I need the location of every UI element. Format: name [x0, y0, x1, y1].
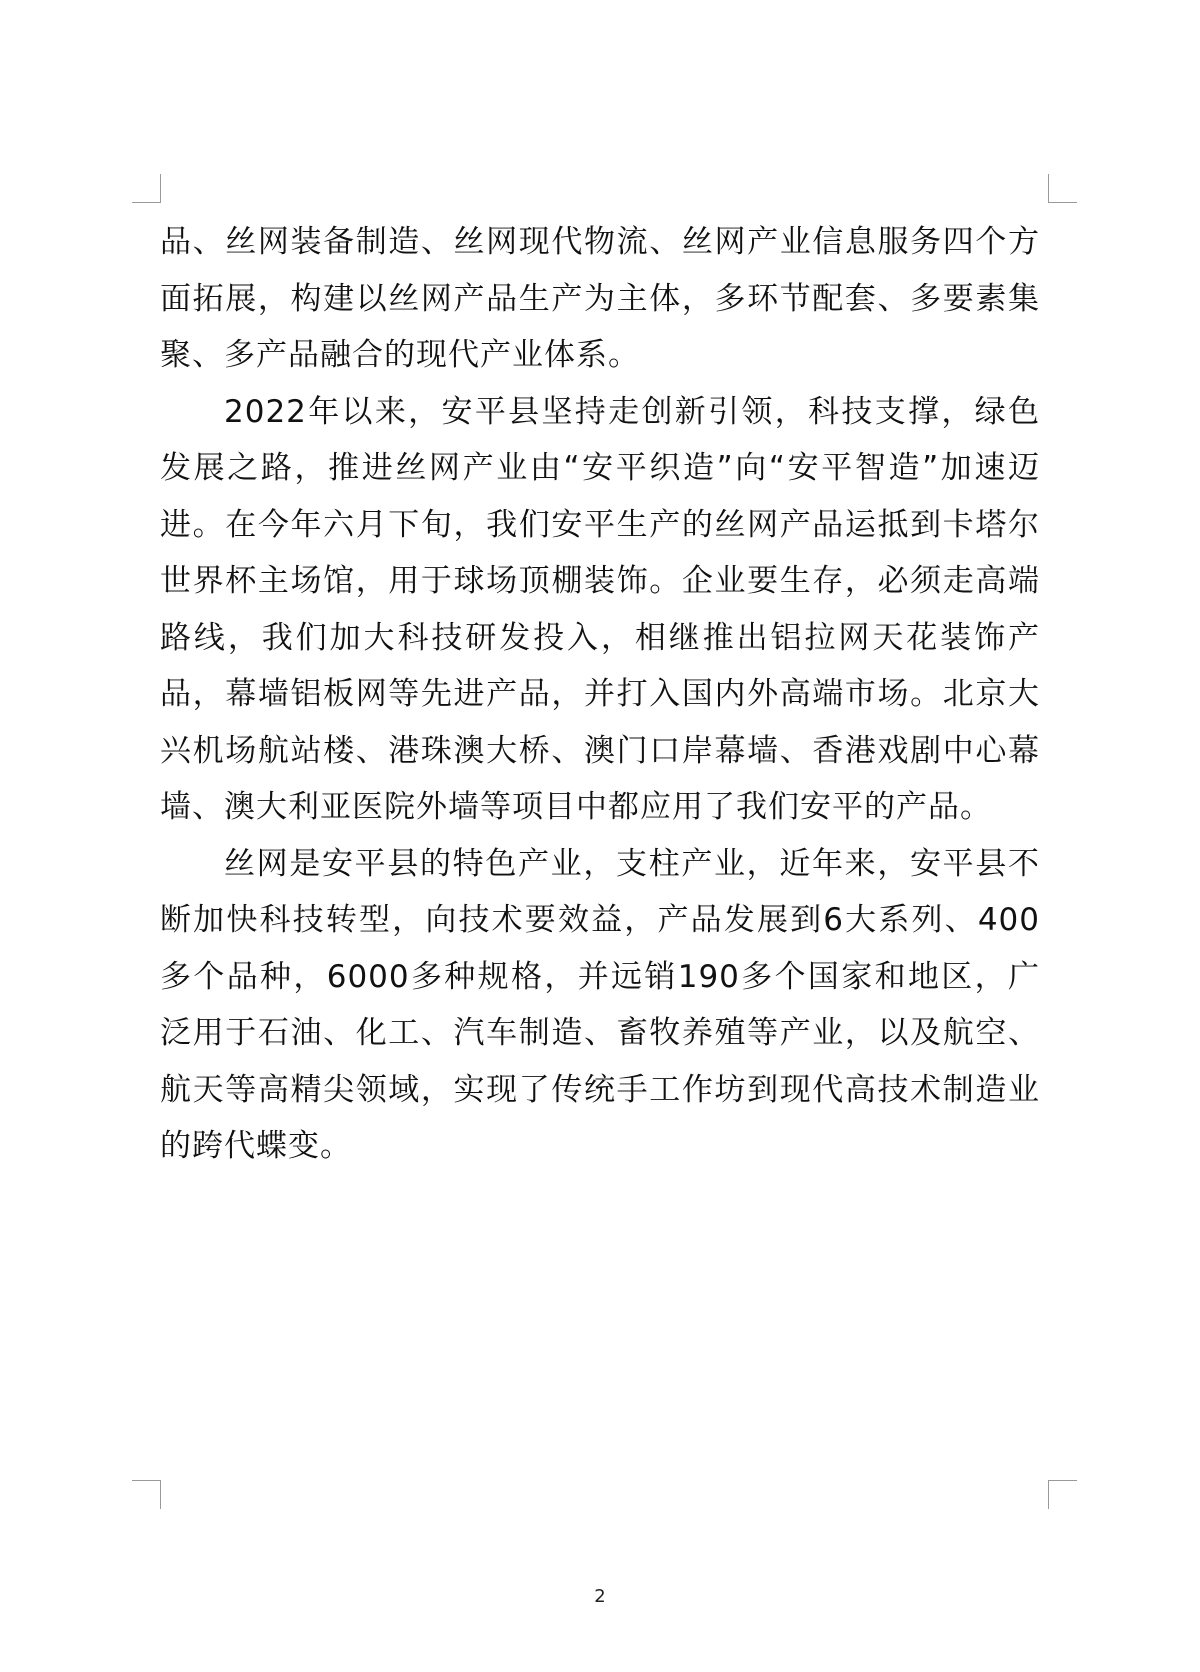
- page-number: 2: [594, 1586, 606, 1607]
- paragraph-3: 丝网是安平县的特色产业，支柱产业，近年来，安平县不断加快科技转型，向技术要效益，产品发展到6大系列、400多个品种，6000多种规格，并远销190多个国家和地区，广泛用于石油、化工、汽车制造、畜牧养殖等产业，以及航空、航天等高精尖领域，实现了传统手工作坊到现代高技术制造业的跨代蝶变。: [160, 845, 1040, 1164]
- paragraph-2: 2022年以来，安平县坚持走创新引领，科技支撑，绿色发展之路，推进丝网产业由“安平织造”向“安平智造”加速迈进。在今年六月下旬，我们安平生产的丝网产品运抵到卡塔尔世界杯主场馆，用于球场顶棚装饰。企业要生存，必须走高端路线，我们加大科技研发投入，相继推出铝拉网天花装饰产品，幕墙铝板网等先进产品，并打入国内外高端市场。北京大兴机场航站楼、港珠澳大桥、澳门口岸幕墙、香港戏剧中心幕墙、澳大利亚医院外墙等项目中都应用了我们安平的产品。: [160, 393, 1040, 825]
- margin-corner-top-right: [1048, 174, 1077, 203]
- document-body: [160, 214, 1040, 1175]
- paragraph-1: 品、丝网装备制造、丝网现代物流、丝网产业信息服务四个方面拓展，构建以丝网产品生产为主体，多环节配套、多要素集聚、多产品融合的现代产业体系。: [160, 224, 1040, 373]
- margin-corner-bottom-left: [132, 1480, 161, 1509]
- margin-corner-top-left: [132, 174, 161, 203]
- margin-corner-bottom-right: [1048, 1480, 1077, 1509]
